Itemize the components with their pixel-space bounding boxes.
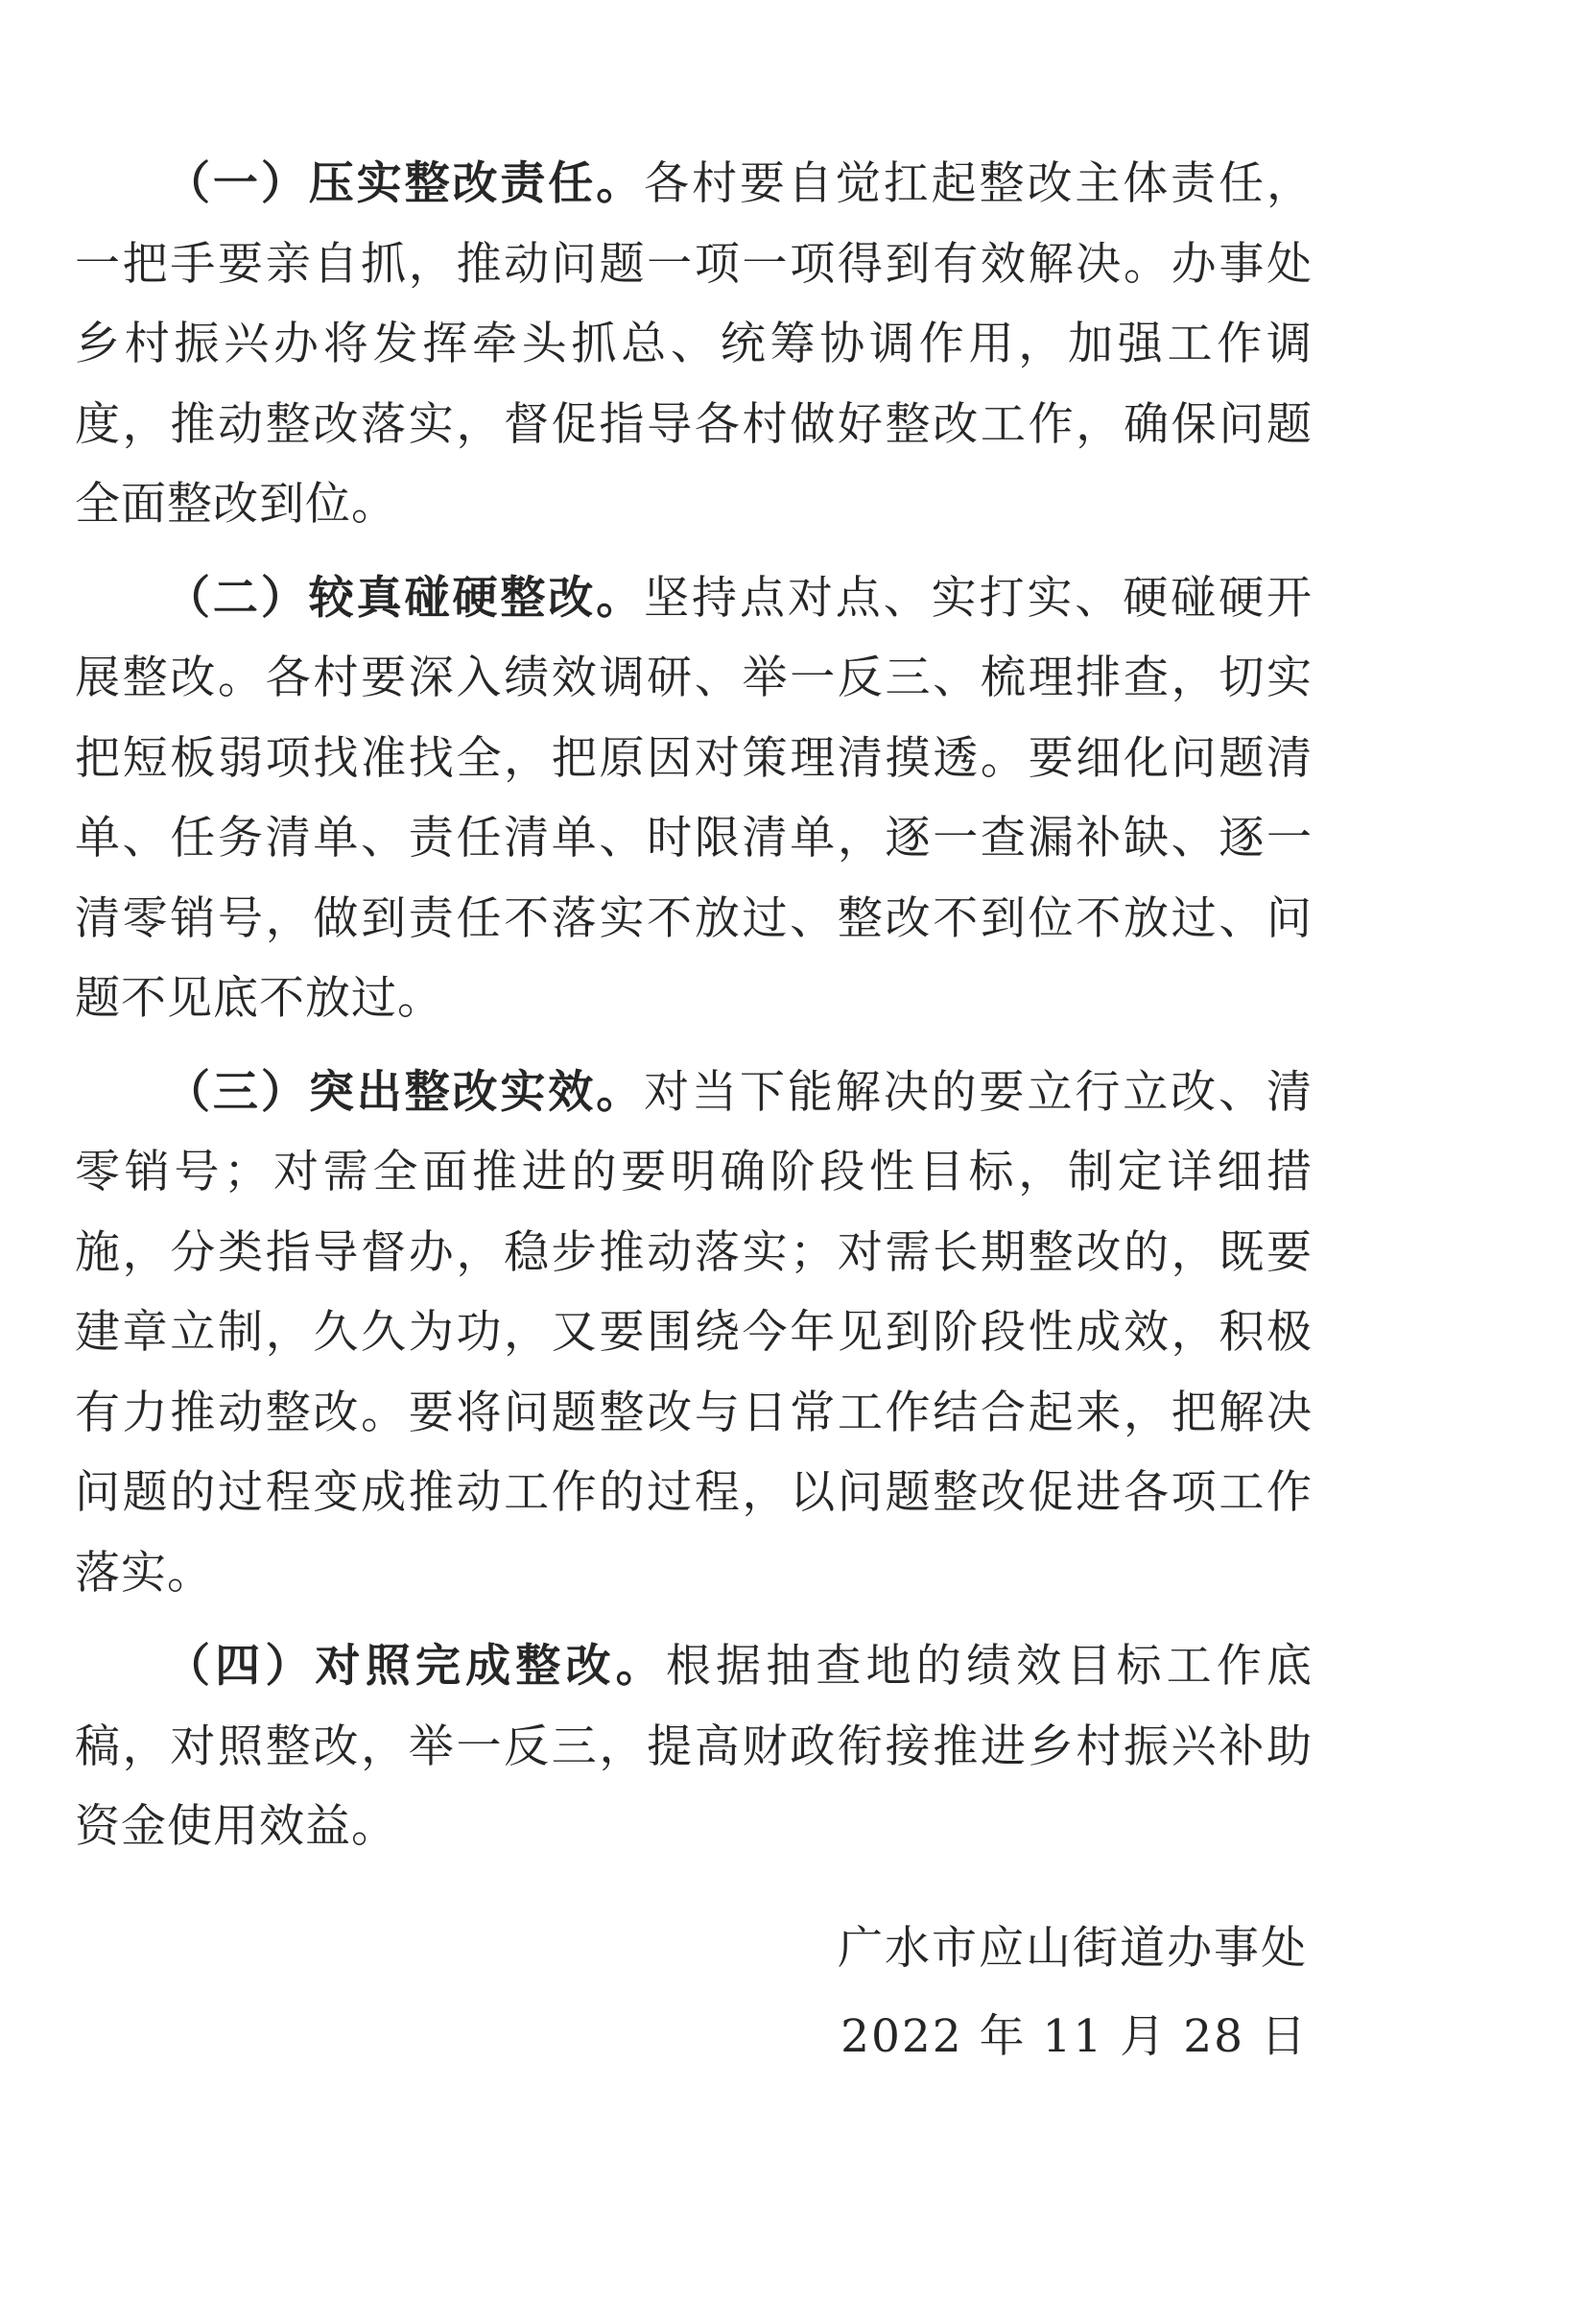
paragraph-2: [75, 558, 1313, 1039]
document-body: [75, 144, 1313, 1881]
paragraph-3-body: 对当下能解决的要立行立改、清零销号；对需全面推进的要明确阶段性目标，制定详细措施，分类指导督办，稳步推动落实；对需长期整改的，既要建章立制，久久为功，又要围绕今年见到阶段性成效，积极有力推动整改。要将问题整改与日常工作结合起来，把解决问题的过程变成推动工作的过程，以问题整改促进各项工作落实。: [75, 1065, 1314, 1600]
paragraph-2-heading: （二）较真碰硬整改。: [165, 571, 645, 625]
paragraph-1-body: 各村要自觉扛起整改主体责任，一把手要亲自抓，推动问题一项一项得到有效解决。办事处乡村振兴办将发挥牵头抓总、统筹协调作用，加强工作调度，推动整改落实，督促指导各村做好整改工作，确保问题全面整改到位。: [75, 157, 1314, 531]
paragraph-3: [75, 1053, 1313, 1614]
paragraph-4: [75, 1626, 1313, 1867]
signature-organization: 广水市应山街道办事处: [838, 1922, 1308, 1975]
paragraph-2-body: 坚持点对点、实打实、硬碰硬开展整改。各村要深入绩效调研、举一反三、梳理排查，切实把短板弱项找准找全，把原因对策理清摸透。要细化问题清单、任务清单、责任清单、时限清单，逐一查漏补缺、逐一清零销号，做到责任不落实不放过、整改不到位不放过、问题不见底不放过。: [75, 571, 1314, 1025]
paragraph-1-heading: （一）压实整改责任。: [165, 157, 645, 210]
paragraph-4-body: 根据抽查地的绩效目标工作底稿，对照整改，举一反三，提高财政衔接推进乡村振兴补助资金使用效益。: [75, 1640, 1314, 1853]
signature-date: 2022 年 11 月 28 日: [840, 2010, 1308, 2063]
paragraph-4-heading: （四）对照完成整改。: [165, 1640, 666, 1693]
paragraph-3-heading: （三）突出整改实效。: [165, 1065, 645, 1119]
signature-block: [838, 1905, 1308, 2081]
paragraph-1: [75, 144, 1313, 545]
